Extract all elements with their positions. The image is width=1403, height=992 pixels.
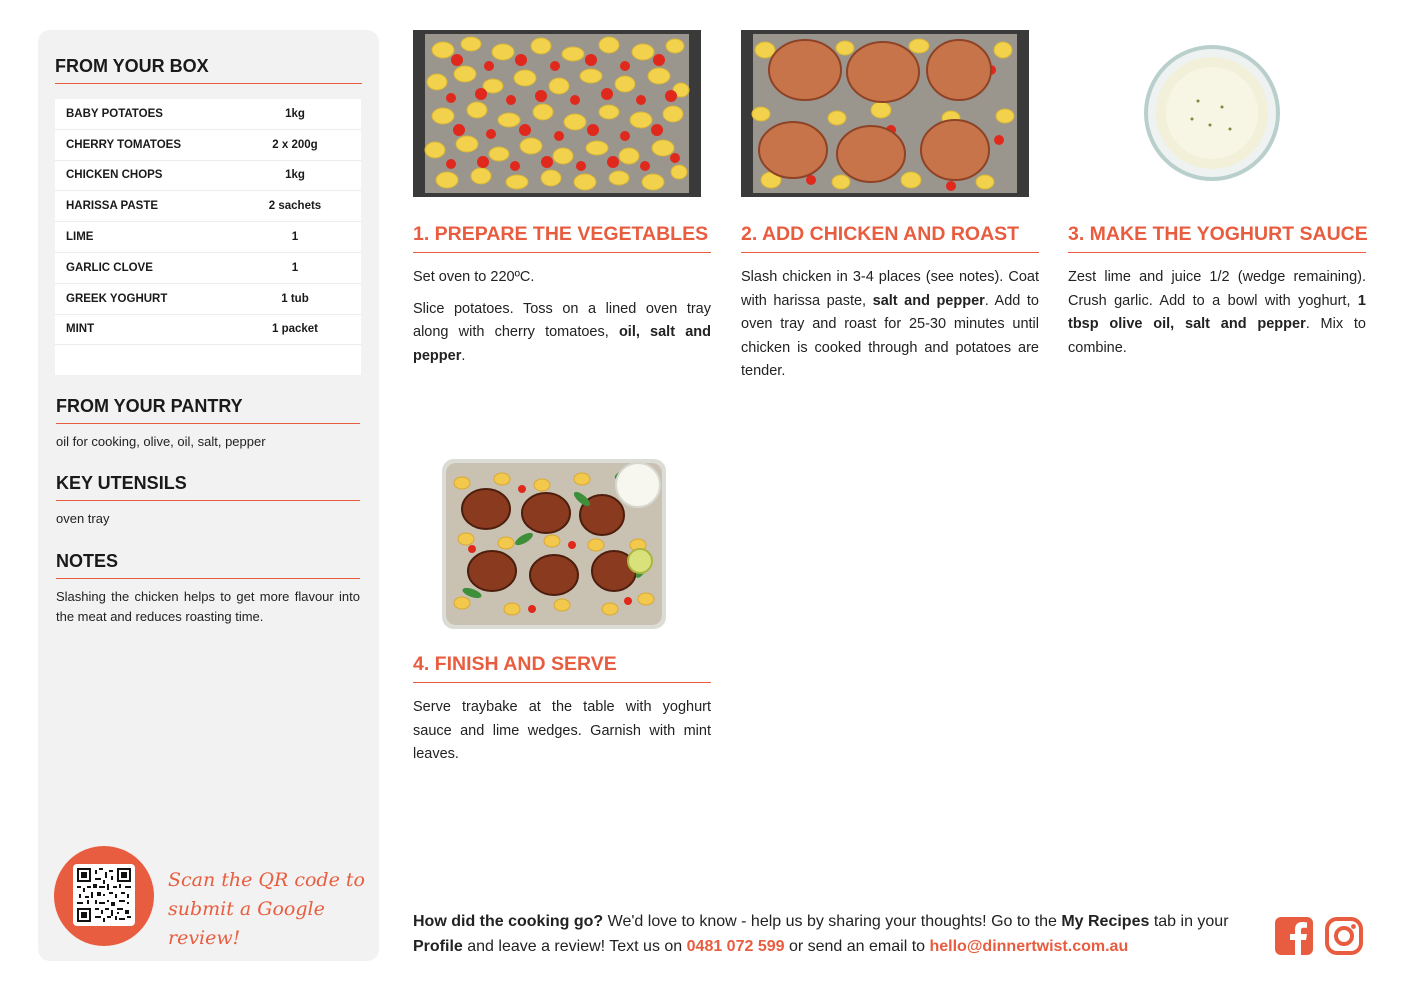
ingredients-table	[55, 99, 361, 375]
utensils-section	[56, 473, 360, 529]
footer-phone-link[interactable]: 0481 072 599	[686, 938, 785, 955]
ingredient-qty: 2 sachets	[268, 200, 322, 213]
ingredient-row	[55, 191, 361, 222]
ingredient-row	[55, 253, 361, 284]
utensils-title: KEY UTENSILS	[56, 473, 360, 501]
ingredient-name: BABY POTATOES	[66, 107, 163, 120]
ingredient-name: CHERRY TOMATOES	[66, 138, 182, 151]
ingredient-row	[55, 222, 361, 253]
ingredient-row	[55, 130, 361, 161]
step-4-title: 4. FINISH AND SERVE	[413, 653, 711, 683]
box-section-title: FROM YOUR BOX	[55, 56, 362, 84]
step2-photo	[741, 30, 1029, 197]
step-1-text-2c: .	[461, 347, 466, 364]
ingredient-name: CHICKEN CHOPS	[66, 169, 163, 182]
step-1-body	[413, 266, 711, 368]
step-1-text-1: Set oven to 220ºC.	[413, 269, 535, 285]
qr-caption-line1: Scan the QR code to	[168, 869, 365, 891]
ingredient-qty: 2 x 200g	[272, 138, 318, 151]
utensils-text: oven tray	[56, 511, 110, 526]
ingredient-row	[55, 99, 361, 130]
ingredient-row	[55, 315, 361, 346]
pantry-title: FROM YOUR PANTRY	[56, 396, 360, 424]
step-2-text-c: . Add to oven tray and roast for 25-30 minutes until chicken is cooked through and potatoes are tender.	[741, 292, 1039, 379]
ingredient-row	[55, 284, 361, 315]
step-3-title: 3. MAKE THE YOGHURT SAUCE	[1068, 223, 1366, 253]
step-3	[1068, 223, 1366, 360]
footer-text-2: tab in your	[1149, 913, 1229, 930]
step-2-text-b: salt and pepper	[872, 292, 985, 309]
notes-text: Slashing the chicken helps to get more flavour into the meat and reduces roasting time.	[56, 589, 360, 624]
ingredient-qty: 1	[291, 261, 299, 274]
ingredient-name: GARLIC CLOVE	[66, 261, 153, 274]
step-2-text-a: Slash chicken in 3-4 places (see notes). Coat with harissa paste,	[741, 269, 1039, 309]
footer-text-1: We'd love to know - help us by sharing your thoughts! Go to the	[603, 913, 1062, 930]
ingredient-qty: 1kg	[285, 169, 305, 182]
pantry-text: oil for cooking, olive, oil, salt, pepper	[56, 434, 266, 449]
ingredient-name: HARISSA PASTE	[66, 200, 159, 213]
step-4-text: Serve traybake at the table with yoghurt sauce and lime wedges. Garnish with mint leaves.	[413, 699, 711, 762]
instagram-icon[interactable]	[1325, 917, 1363, 955]
notes-title: NOTES	[56, 551, 360, 579]
footer-profile: Profile	[413, 938, 463, 955]
step-1-title: 1. PREPARE THE VEGETABLES	[413, 223, 711, 253]
step-3-text	[1068, 266, 1366, 360]
facebook-icon[interactable]	[1275, 917, 1313, 955]
step-2-text	[741, 266, 1039, 384]
step-1-text-2a: Slice potatoes. Toss on a lined oven tray along with cherry tomatoes,	[413, 300, 711, 340]
ingredient-qty: 1	[291, 231, 299, 244]
step-3-body	[1068, 266, 1366, 360]
ingredients-sidebar	[38, 30, 379, 961]
step-1	[413, 223, 711, 368]
step-3-text-b: 1 tbsp olive oil, salt and pepper	[1068, 292, 1366, 332]
step4-photo	[442, 459, 666, 629]
step1-photo	[413, 30, 701, 197]
notes-section	[56, 551, 360, 627]
footer-text-3: and leave a review! Text us on	[462, 938, 687, 955]
qr-code-icon[interactable]	[73, 864, 135, 926]
step-1-text-2b: oil, salt and pepper	[413, 324, 711, 364]
step-2-title: 2. ADD CHICKEN AND ROAST	[741, 223, 1039, 253]
qr-caption	[168, 866, 368, 953]
step-4-body	[413, 696, 711, 767]
ingredient-qty: 1 tub	[281, 292, 309, 305]
footer-my-recipes: My Recipes	[1061, 913, 1150, 930]
step3-photo	[1140, 45, 1284, 183]
review-footer	[413, 909, 1263, 959]
ingredient-name: GREEK YOGHURT	[66, 292, 168, 305]
step-4	[413, 653, 711, 767]
step-2	[741, 223, 1039, 384]
ingredient-qty: 1 packet	[271, 323, 319, 336]
ingredient-row	[55, 161, 361, 192]
step-3-text-c: . Mix to combine.	[1068, 316, 1366, 356]
footer-email-link[interactable]: hello@dinnertwist.com.au	[929, 938, 1129, 955]
ingredient-name: LIME	[66, 231, 94, 244]
footer-text-4: or send an email to	[784, 938, 930, 955]
ingredient-name: MINT	[66, 323, 95, 336]
pantry-section	[56, 396, 360, 452]
footer-question: How did the cooking go?	[413, 913, 604, 930]
step-1-text-2	[413, 298, 711, 369]
qr-caption-line2: submit a Google review!	[168, 898, 325, 949]
qr-badge	[54, 846, 154, 946]
ingredient-qty: 1kg	[285, 107, 305, 120]
step-2-body	[741, 266, 1039, 384]
step-3-text-a: Zest lime and juice 1/2 (wedge remaining). Crush garlic. Add to a bowl with yoghurt,	[1068, 269, 1366, 309]
